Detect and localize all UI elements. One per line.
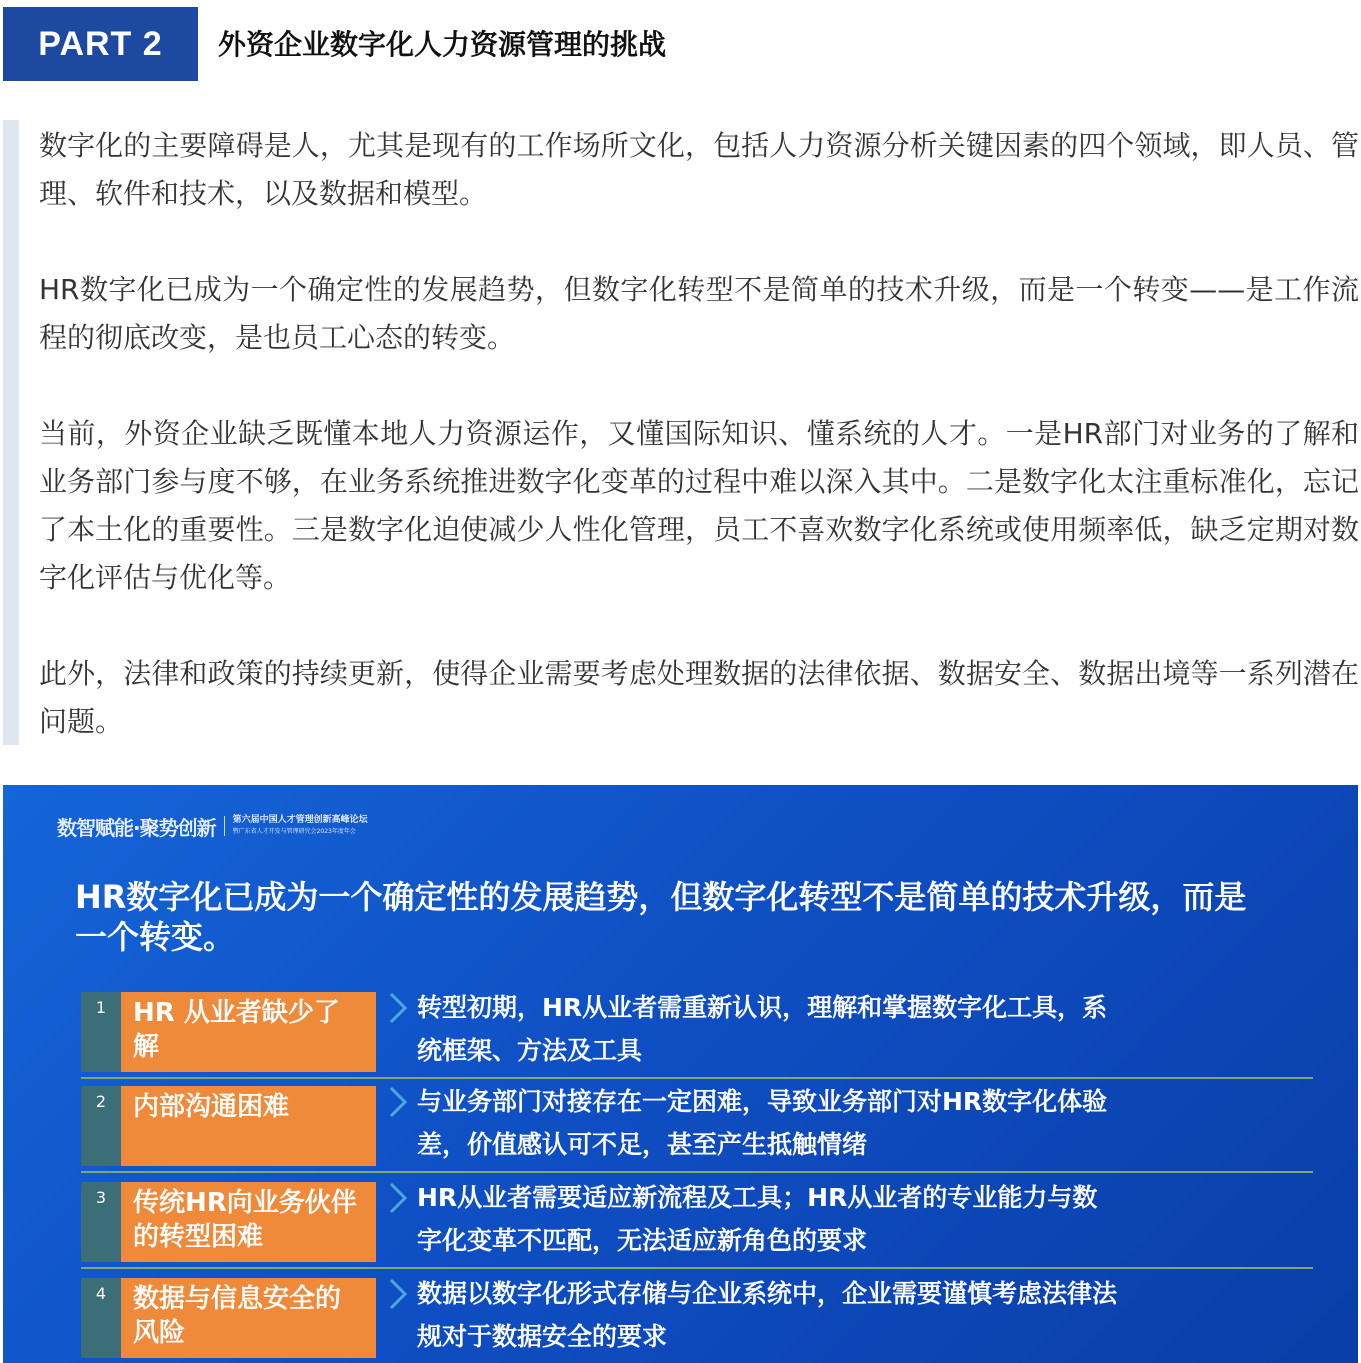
banner-subtitle-line-2: 暨广东省人才开发与管理研究会2023年度年会: [232, 828, 356, 835]
challenge-row: [81, 1278, 1313, 1358]
row-divider: [81, 1077, 1313, 1079]
slide-headline: HR数字化已成为一个确定性的发展趋势，但数字化转型不是简单的技术升级，而是一个转变。: [75, 878, 1247, 956]
row-number: 1: [95, 998, 107, 1017]
banner-logo-text: 数智赋能·聚势创新: [57, 815, 216, 840]
paragraph-1: 数字化的主要障碍是人，尤其是现有的工作场所文化，包括人力资源分析关键因素的四个领域，即人员、管理、软件和技术，以及数据和模型。: [39, 129, 1359, 210]
chevron-right-icon: [385, 1276, 411, 1312]
banner-subtitle: [233, 815, 368, 837]
row-description: HR从业者需要适应新流程及工具；HR从业者的专业能力与数字化变革不匹配，无法适应新角色的要求: [417, 1183, 1098, 1255]
chevron-right-icon: [385, 1180, 411, 1216]
row-label-box: [121, 1278, 376, 1358]
slide-banner: [57, 811, 368, 841]
chevron-right-icon: [385, 1084, 411, 1120]
row-number: 3: [95, 1188, 107, 1207]
row-label-box: [121, 1182, 376, 1262]
paragraph-4: 此外，法律和政策的持续更新，使得企业需要考虑处理数据的法律依据、数据安全、数据出境等一系列潜在问题。: [39, 657, 1359, 738]
row-label-box: [121, 992, 376, 1072]
part-badge: PART 2: [3, 7, 198, 81]
row-number: 2: [95, 1092, 107, 1111]
challenge-row: [81, 992, 1313, 1072]
banner-subtitle-line-1: 第六届中国人才管理创新高峰论坛: [232, 815, 368, 825]
slide-image: [3, 785, 1358, 1363]
row-label: HR 从业者缺少了解: [133, 998, 340, 1062]
paragraph-3: 当前，外资企业缺乏既懂本地人力资源运作，又懂国际知识、懂系统的人才。一是HR部门对业务的了解和业务部门参与度不够，在业务系统推进数字化变革的过程中难以深入其中。二是数字化太注重标准化，忘记了本土化的重要性。三是数字化迫使减少人性化管理，员工不喜欢数字化系统或使用频率低，缺乏定期对数字化评估与优化等。: [39, 417, 1359, 594]
row-description: 与业务部门对接存在一定困难，导致业务部门对HR数字化体验差，价值感认可不足，甚至产生抵触情绪: [417, 1087, 1108, 1159]
section-title: 外资企业数字化人力资源管理的挑战: [218, 28, 667, 61]
challenge-row: [81, 1182, 1313, 1262]
challenge-row: [81, 1086, 1313, 1166]
chevron-right-icon: [385, 990, 411, 1026]
row-divider: [81, 1267, 1313, 1269]
row-divider: [81, 1171, 1313, 1173]
row-label: 传统HR向业务伙伴的转型困难: [133, 1188, 357, 1252]
row-label: 数据与信息安全的风险: [133, 1284, 342, 1348]
row-description: 数据以数字化形式存储与企业系统中，企业需要谨慎考虑法律法规对于数据安全的要求: [417, 1279, 1118, 1351]
row-description: 转型初期，HR从业者需重新认识，理解和掌握数字化工具，系统框架、方法及工具: [417, 993, 1108, 1065]
paragraph-2: HR数字化已成为一个确定性的发展趋势，但数字化转型不是简单的技术升级，而是一个转变——是工作流程的彻底改变，是也员工心态的转变。: [39, 273, 1359, 354]
row-number: 4: [95, 1284, 107, 1303]
row-label-box: [121, 1086, 376, 1166]
quote-text-block: [3, 120, 1359, 745]
banner-divider: [224, 816, 225, 836]
row-label: 内部沟通困难: [133, 1092, 290, 1122]
